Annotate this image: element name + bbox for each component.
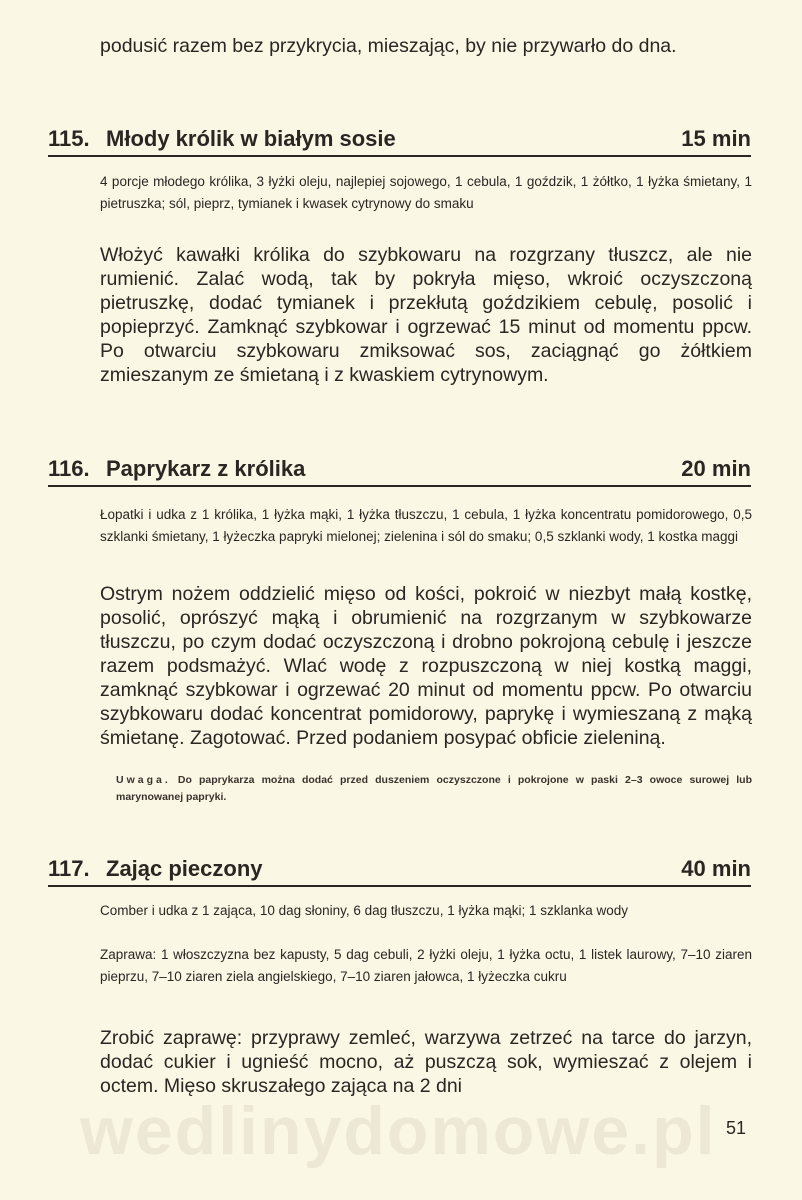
recipe-number: 116. (48, 456, 90, 481)
recipe-title: Paprykarz z królika (106, 456, 306, 481)
instructions-117: Zrobić zaprawę: przyprawy zemleć, warzywa zetrzeć na tarce do jarzyn, dodać cukier i ugnieść mocno, aż puszczą sok, wymieszać z olejem i octem. Mięso skruszałego zająca na 2 dni (100, 1027, 752, 1097)
recipe-number: 115. (48, 126, 90, 151)
recipe-time: 20 min (681, 456, 751, 481)
ingredients-117-main: Comber i udka z 1 zająca, 10 dag słoniny, 6 dag tłuszczu, 1 łyżka mąki; 1 szklanka wody (100, 903, 629, 918)
recipe-heading-117 (48, 855, 751, 887)
recipe-time: 15 min (681, 126, 751, 151)
ingredients-117-marinade: Zaprawa: 1 włoszczyzna bez kapusty, 5 dag cebuli, 2 łyżki oleju, 1 łyżka octu, 1 listek laurowy, 7–10 ziaren pieprzu, 7–10 ziaren ziela angielskiego, 7–10 ziaren jałowca, 1 łyżeczka cukru (100, 947, 752, 984)
recipe-title: Młody królik w białym sosie (106, 126, 396, 151)
instructions-115: Włożyć kawałki królika do szybkowaru na rozgrzany tłuszcz, ale nie rumienić. Zalać wodą, tak by pokryła mięso, wkroić oczyszczoną pietruszkę, dodać tymianek i przekłutą goździkiem cebulę, posolić i popieprzyć. Zamknąć szybkowar i ogrzewać 15 minut od momentu ppcw. Po otwarciu szybkowaru zmiksować sos, zaciągnąć go żółtkiem zmieszanym ze śmietaną i z kwaskiem cytrynowym. (100, 244, 752, 386)
recipe-number: 117. (48, 856, 90, 881)
note-label: Uwaga. (116, 774, 171, 786)
instructions-116: Ostrym nożem oddzielić mięso od kości, pokroić w niezbyt małą kostkę, posolić, oprószyć mąką i obrumienić na rozgrzanym w szybkowarze tłuszczu, po czym dodać oczyszczoną i drobno pokrojoną cebulę i jeszcze razem podsmażyć. Wlać wodę z rozpuszczoną w niej kostką maggi, zamknąć szybkowar i ogrzewać 20 minut od momentu ppcw. Po otwarciu szybkowaru dodać koncentrat pomidorowy, paprykę i wymieszaną z mąką śmietanę. Zagotować. Przed podaniem posypać obficie zieleniną. (100, 583, 752, 749)
note-text: Do paprykarza można dodać przed duszeniem oczyszczone i pokrojone w paski 2–3 owoce surowej lub marynowanej papryki. (116, 774, 752, 803)
ingredients-116: Łopatki i udka z 1 królika, 1 łyżka mąki, 1 łyżka tłuszczu, 1 cebula, 1 łyżka koncentratu pomidorowego, 0,5 szklanki śmietany, 1 łyżeczka papryki mielonej; zielenina i sól do smaku; 0,5 szklanki wody, 1 kostka maggi (100, 507, 752, 544)
ingredients-115: 4 porcje młodego królika, 3 łyżki oleju, najlepiej sojowego, 1 cebula, 1 goździk, 1 żółtko, 1 łyżka śmietany, 1 pietruszka; sól, pieprz, tymianek i kwasek cytrynowy do smaku (100, 174, 752, 211)
recipe-time: 40 min (681, 856, 751, 881)
recipe-title: Zając pieczony (106, 856, 263, 881)
watermark: wedlinydomowe.pl (80, 1093, 717, 1169)
intro-paragraph: podusić razem bez przykrycia, mieszając, by nie przywarło do dna. (100, 35, 677, 57)
recipe-heading-116 (48, 455, 751, 487)
recipe-heading-115 (48, 125, 751, 157)
note-116 (116, 772, 752, 806)
page-number: 51 (726, 1118, 747, 1138)
